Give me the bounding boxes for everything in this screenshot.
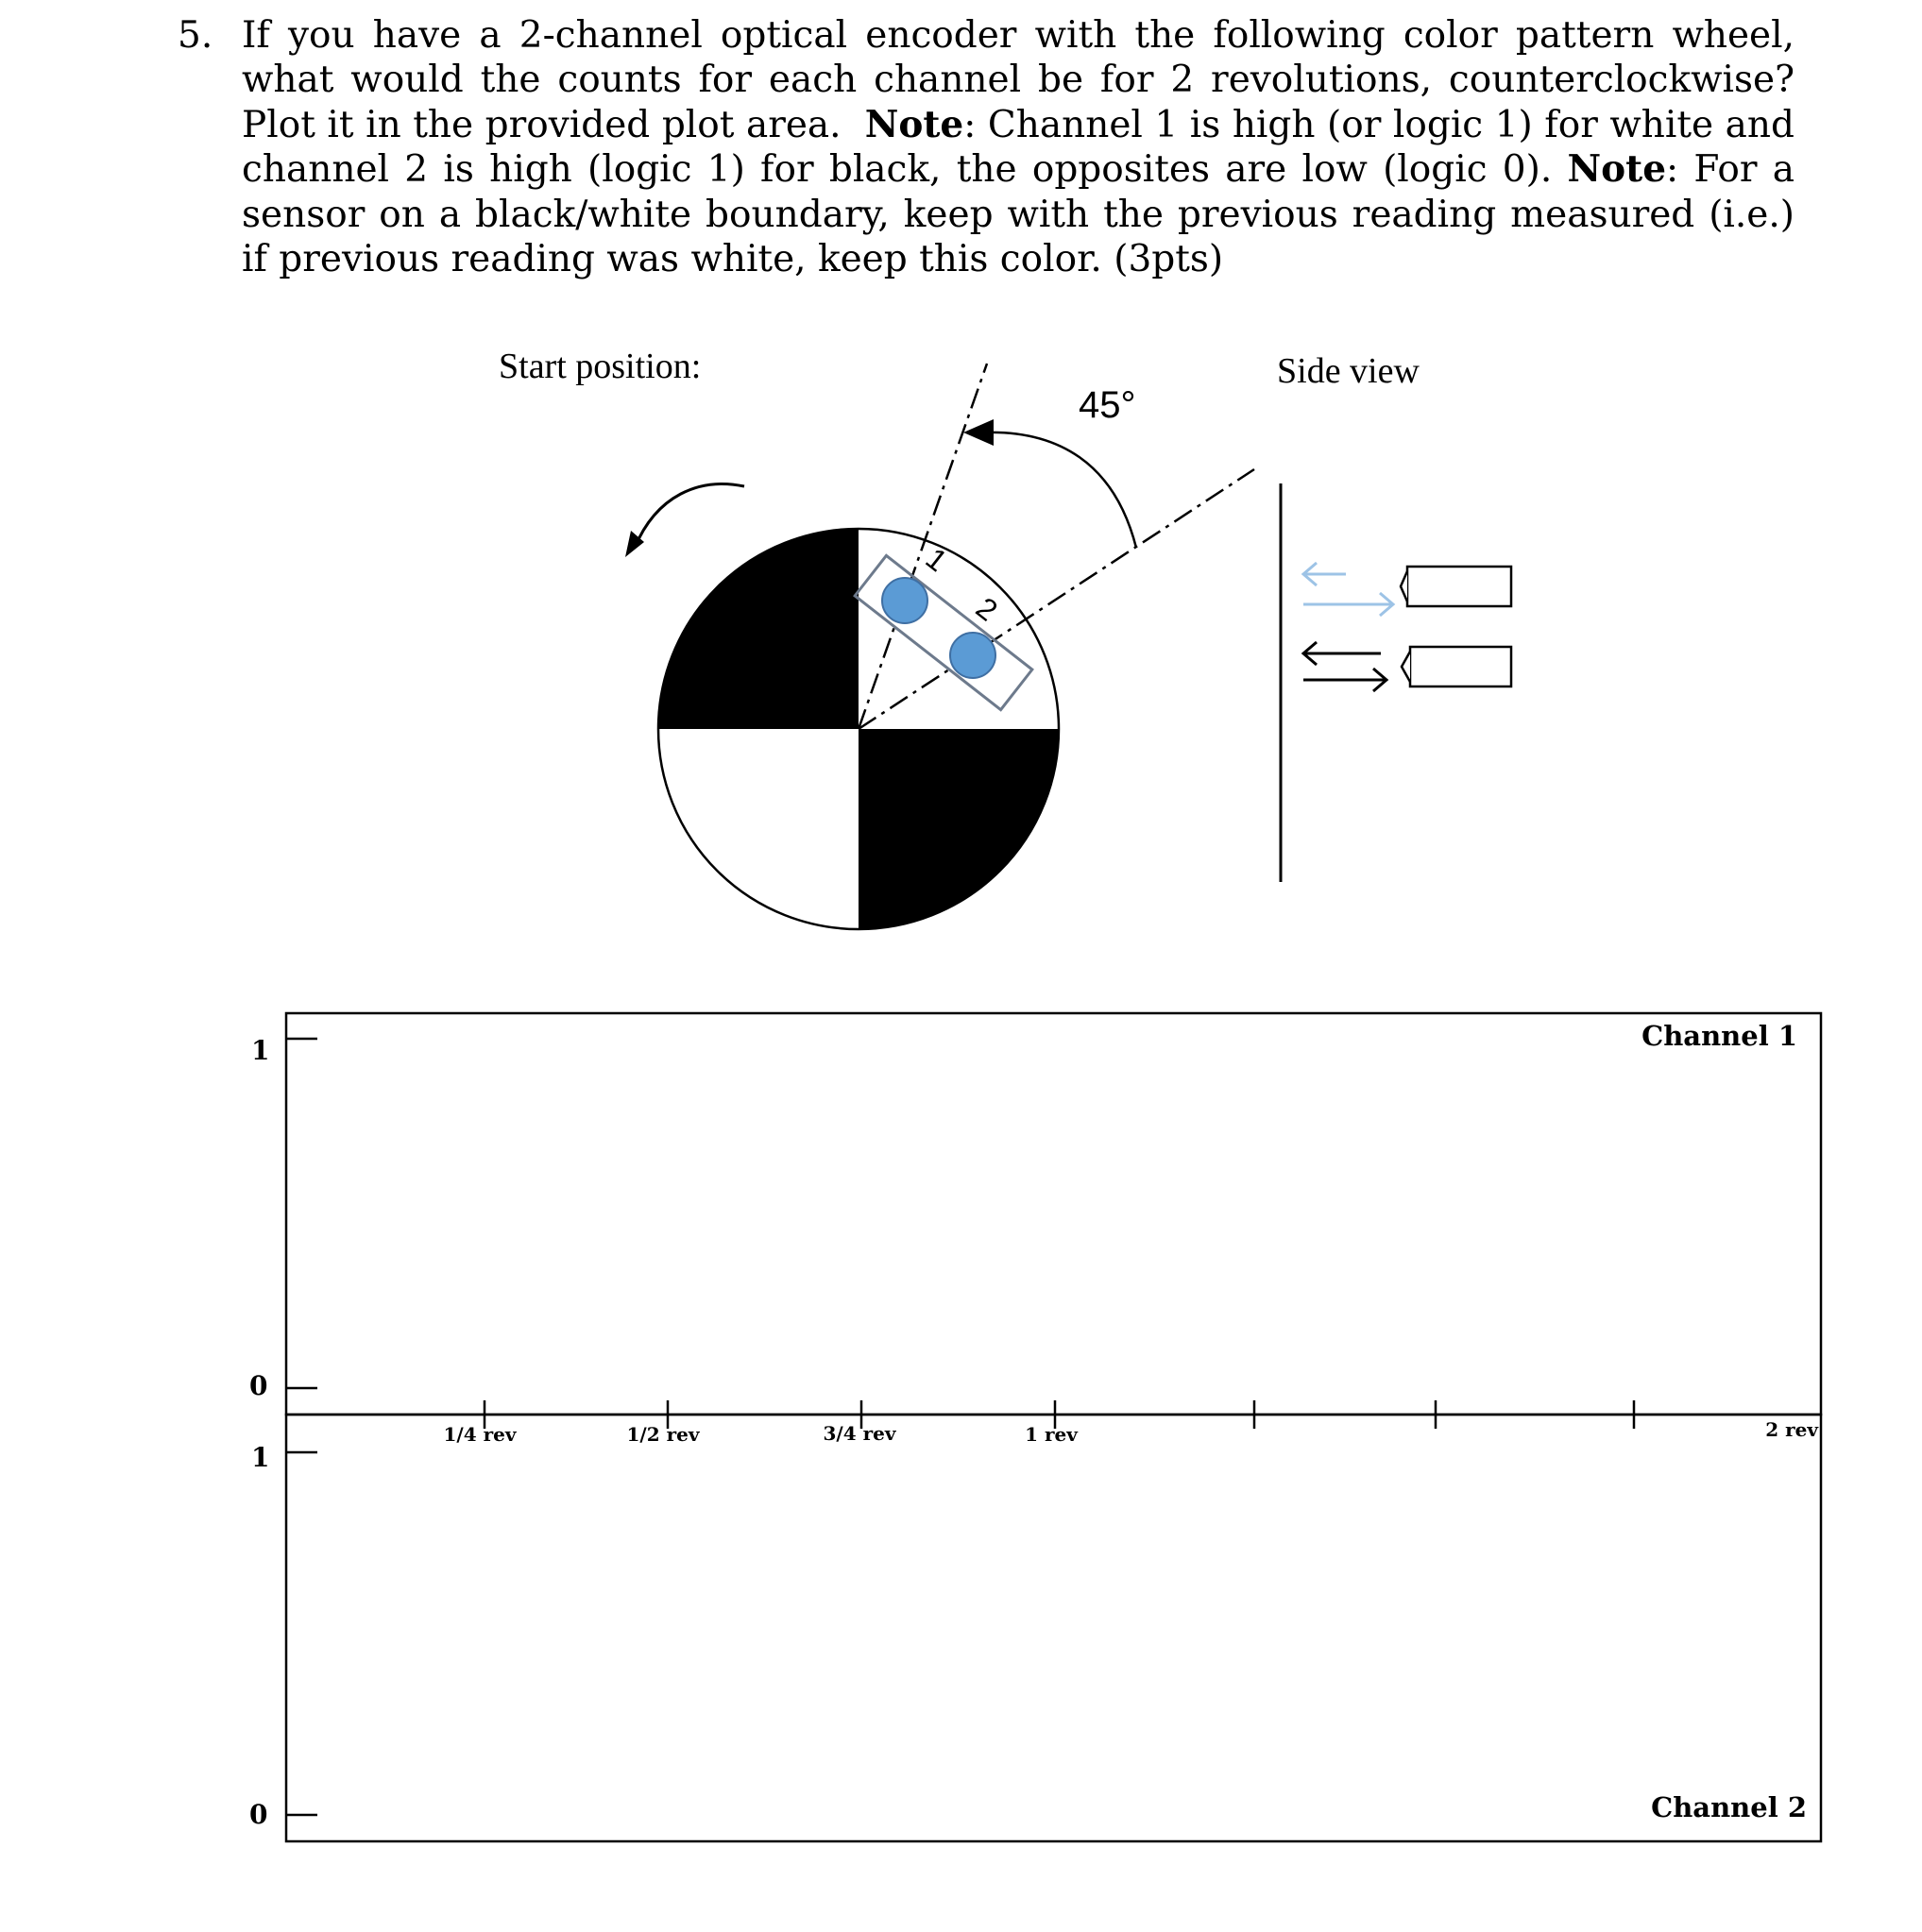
side-view xyxy=(1281,483,1511,882)
start-position-label: Start position: xyxy=(499,347,702,386)
channel-2-y-high: 1 xyxy=(251,1442,270,1473)
x-axis-tick-labels xyxy=(444,1418,1820,1446)
light-arrows-blue-icon xyxy=(1303,563,1393,616)
note-text-2: : For a sensor on a black/white boundary, keep with the previous reading measured (i.e.) if previous reading was white, keep this color. (3pts) xyxy=(242,148,1794,281)
rotation-arrow-icon xyxy=(625,484,744,557)
tick-label-three-quarter: 3/4 rev xyxy=(823,1422,896,1445)
light-arrows-black-icon xyxy=(1303,642,1386,691)
channel-2-y-low: 0 xyxy=(249,1799,268,1830)
emitter-1-icon xyxy=(1401,567,1511,606)
note-label-1: Note xyxy=(864,102,964,146)
channel-1-y-high: 1 xyxy=(251,1035,270,1066)
sensor-1-icon xyxy=(882,578,927,623)
channel-1-label: Channel 1 xyxy=(1641,1020,1797,1052)
channel-2-label: Channel 2 xyxy=(1651,1791,1807,1823)
sensor-2-icon xyxy=(950,633,995,678)
angle-label: 45° xyxy=(1079,384,1136,426)
channel-2-plot xyxy=(286,1415,1821,1841)
tick-label-quarter: 1/4 rev xyxy=(443,1423,517,1446)
question-number: 5. xyxy=(178,14,213,57)
angle-arc xyxy=(963,419,1136,548)
question-body: If you have a 2-channel optical encoder with the following color pattern wheel, what would the counts for each channel be for 2 revolutions, counterclockwise? Plot it in the provided plot area. xyxy=(242,14,1794,146)
sensor-2-label: 2 xyxy=(969,590,1005,628)
channel-1-plot xyxy=(286,1013,1821,1415)
sensor-1-label: 1 xyxy=(919,540,954,579)
plot-area xyxy=(249,1013,1821,1841)
side-view-label: Side view xyxy=(1277,351,1420,391)
tick-label-one: 1 rev xyxy=(1025,1423,1078,1446)
emitter-2-icon xyxy=(1402,647,1511,686)
note-text-1: : Channel 1 is high (or logic 1) for white and channel 2 is high (logic 1) for black, the opposites are low (logic 0). xyxy=(242,103,1794,192)
note-label-2: Note xyxy=(1567,147,1667,192)
tick-label-two: 2 rev xyxy=(1765,1418,1818,1441)
channel-1-y-low: 0 xyxy=(249,1370,268,1401)
tick-label-half: 1/2 rev xyxy=(626,1423,700,1446)
